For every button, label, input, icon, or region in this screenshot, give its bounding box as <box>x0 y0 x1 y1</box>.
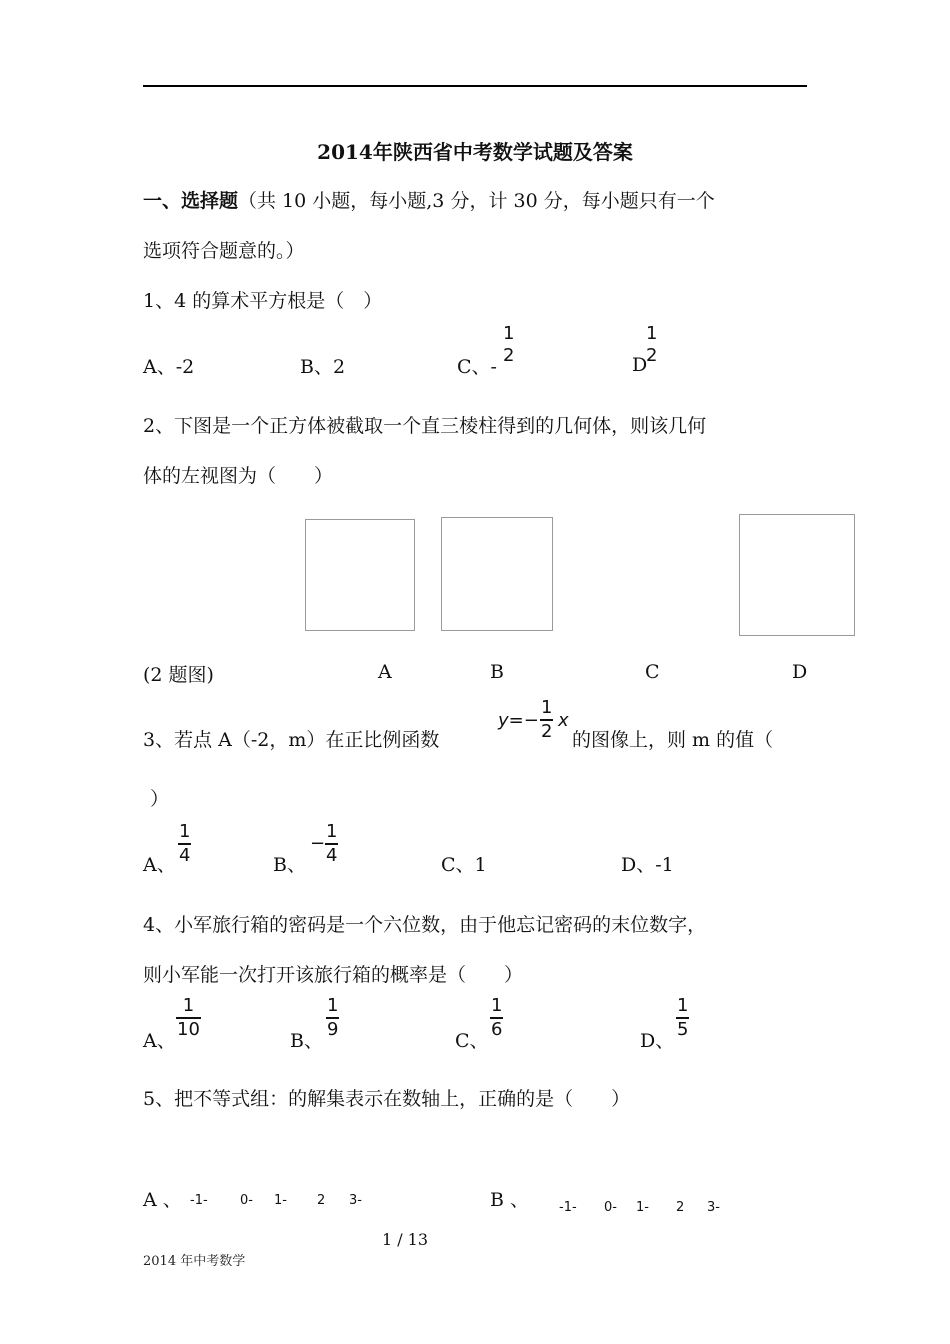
q2-label-c: C <box>645 661 660 683</box>
q3-option-b-minus: − <box>310 833 326 854</box>
q4-line-1: 4、小军旅行箱的密码是一个六位数，由于他忘记密码的末位数字， <box>143 914 707 936</box>
q5-a-tick-label: 2 <box>317 1193 326 1208</box>
q5-b-tick-label: 3- <box>707 1200 720 1215</box>
q1-option-a: A、-2 <box>143 356 195 378</box>
q2-caption: (2 题图) <box>143 664 214 686</box>
fraction-denominator: 6 <box>491 1018 503 1040</box>
header-rule <box>143 85 807 87</box>
fraction-numerator: 1 <box>541 697 553 718</box>
q5-b-tick-label: 0- <box>604 1200 617 1215</box>
q4-option-a-fraction <box>176 997 201 1039</box>
fraction-denominator: 5 <box>677 1018 689 1040</box>
fraction-numerator: 1 <box>182 995 195 1016</box>
fraction-numerator: 1 <box>503 323 515 344</box>
q2-label-b: B <box>490 661 504 683</box>
fraction-denominator: 2 <box>503 345 515 366</box>
q4-option-c: C、 <box>455 1030 489 1052</box>
page-footer: 2014 年中考数学 <box>143 1254 246 1269</box>
q3-option-a: A、 <box>143 854 176 876</box>
fraction-denominator: 4 <box>326 844 338 866</box>
fraction-numerator: 1 <box>646 323 658 344</box>
fraction-denominator: 2 <box>541 720 553 742</box>
fraction-numerator: 1 <box>326 821 338 842</box>
q4-option-c-fraction <box>490 997 503 1039</box>
q3-function-y: y=− <box>498 710 539 731</box>
q3-function-x: x <box>558 710 569 731</box>
q2-label-d: D <box>792 661 808 683</box>
q2-figure-d-box <box>739 514 855 636</box>
q5-option-a: A 、 <box>143 1189 182 1211</box>
fraction-denominator: 2 <box>646 345 658 366</box>
q2-label-a: A <box>378 661 392 683</box>
q5-a-tick-label: 3- <box>349 1193 362 1208</box>
q3-stem-pre: 3、若点 A（-2，m）在正比例函数 <box>143 729 440 751</box>
fraction-numerator: 1 <box>179 821 191 842</box>
q5-a-tick-label: -1- <box>190 1193 208 1208</box>
q2-line-1: 2、下图是一个正方体被截取一个直三棱柱得到的几何体，则该几何 <box>143 415 707 437</box>
q4-option-a: A、 <box>143 1030 176 1052</box>
q3-option-b: B、 <box>273 854 306 876</box>
section-note-2: 选项符合题意的。） <box>143 240 305 262</box>
fraction-numerator: 1 <box>677 995 689 1016</box>
fraction-denominator: 4 <box>179 844 191 866</box>
q1-option-c-fraction <box>502 325 515 365</box>
q1-option-d: D <box>632 354 648 376</box>
q3-function-fraction <box>540 699 553 741</box>
q4-option-b-fraction <box>326 997 339 1039</box>
section-heading: 一、选择题 <box>143 190 239 212</box>
fraction-numerator: 1 <box>491 995 503 1016</box>
fraction-denominator: 9 <box>327 1018 339 1040</box>
q3-option-c: C、1 <box>441 854 487 876</box>
fraction-numerator: 1 <box>327 995 339 1016</box>
q2-figure-b-box <box>441 517 553 631</box>
q3-option-b-fraction <box>325 823 338 865</box>
q4-line-2: 则小军能一次打开该旅行箱的概率是（ ） <box>143 964 524 986</box>
q3-option-d: D、-1 <box>621 854 674 876</box>
q2-line-2: 体的左视图为（ ） <box>143 465 334 487</box>
page-number: 1 / 13 <box>381 1230 429 1249</box>
q2-figure-a-box <box>305 519 415 631</box>
q5-stem: 5、把不等式组：的解集表示在数轴上，正确的是（ ） <box>143 1088 631 1110</box>
q5-b-tick-label: 2 <box>676 1200 685 1215</box>
section-heading-line <box>143 186 715 213</box>
q1-option-b: B、2 <box>300 356 346 378</box>
q5-b-tick-label: -1- <box>559 1200 577 1215</box>
q4-option-d: D、 <box>640 1030 675 1052</box>
q3-line-2: ） <box>150 788 170 810</box>
q5-a-tick-label: 1- <box>274 1193 287 1208</box>
page-title: 2014年陕西省中考数学试题及答案 <box>317 140 633 164</box>
q1-option-c: C、- <box>457 356 497 378</box>
q4-option-d-fraction <box>676 997 689 1039</box>
q1-option-d-fraction <box>645 325 658 365</box>
q5-b-tick-label: 1- <box>636 1200 649 1215</box>
q5-option-b: B 、 <box>490 1189 530 1211</box>
q3-option-a-fraction <box>178 823 191 865</box>
q1-stem: 1、4 的算术平方根是（ ） <box>143 290 383 312</box>
section-note-1: （共 10 小题，每小题,3 分，计 30 分，每小题只有一个 <box>238 190 715 212</box>
q5-a-tick-label: 0- <box>240 1193 253 1208</box>
fraction-denominator: 10 <box>177 1018 200 1040</box>
q4-option-b: B、 <box>290 1030 323 1052</box>
q3-stem-post: 的图像上，则 m 的值（ <box>572 729 774 751</box>
